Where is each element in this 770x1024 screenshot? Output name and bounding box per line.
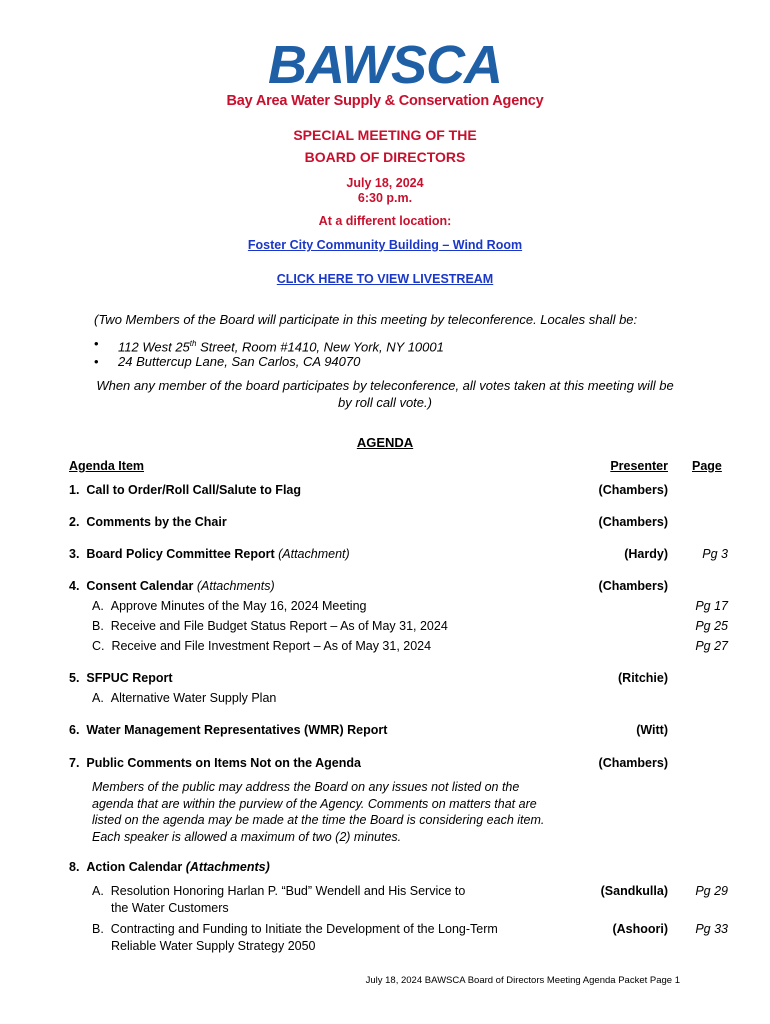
sub-item: B. Receive and File Budget Status Report – As of May 31, 2024 <box>92 619 448 633</box>
sub-item: A. Resolution Honoring Harlan P. “Bud” Wendell and His Service to <box>92 884 466 898</box>
logo-wordmark: BAWSCA <box>268 35 502 95</box>
note-line: When any member of the board participates by teleconference, all votes taken at this meeting will be <box>96 378 674 393</box>
paragraph-line: listed on the agenda may be made at the time the Board is considering each item. <box>92 813 545 827</box>
public-comment-paragraph <box>92 779 612 845</box>
agenda-heading: AGENDA <box>356 435 414 450</box>
paragraph-line: Each speaker is allowed a maximum of two (2) minutes. <box>92 829 402 844</box>
locale-text: 112 West 25 <box>118 339 190 355</box>
page-ref: Pg 3 <box>702 547 728 561</box>
page-footer: July 18, 2024 BAWSCA Board of Directors Meeting Agenda Packet Page 1 <box>365 975 680 986</box>
bullet-icon: • <box>94 354 99 369</box>
locale-sup: th <box>189 339 197 348</box>
sub-item-cont: the Water Customers <box>111 901 229 915</box>
note-line: by roll call vote.) <box>338 395 432 410</box>
teleconference-intro: (Two Members of the Board will participate in this meeting by teleconference. Locales shall be: <box>94 312 638 327</box>
livestream-link[interactable]: CLICK HERE TO VIEW LIVESTREAM <box>276 272 494 286</box>
meeting-title-line2: BOARD OF DIRECTORS <box>304 149 466 165</box>
agenda-item-3: 3. Board Policy Committee Report (Attachment) <box>69 547 350 561</box>
location-link[interactable]: Foster City Community Building – Wind Room <box>247 238 523 252</box>
sub-item: B. Contracting and Funding to Initiate the Development of the Long-Term <box>92 922 498 936</box>
agenda-item-7: 7. Public Comments on Items Not on the Agenda <box>69 756 361 770</box>
presenter: (Chambers) <box>598 515 668 529</box>
page-ref: Pg 25 <box>695 619 728 633</box>
sub-item: A. Approve Minutes of the May 16, 2024 Meeting <box>92 599 367 613</box>
page-ref: Pg 27 <box>695 639 728 653</box>
teleconference-note <box>70 377 700 411</box>
presenter: (Chambers) <box>598 483 668 497</box>
bawsca-logo <box>220 35 550 112</box>
meeting-time: 6:30 p.m. <box>357 191 413 205</box>
location-row <box>0 236 770 254</box>
agenda-item-4: 4. Consent Calendar (Attachments) <box>69 579 275 593</box>
col-agenda-item: Agenda Item <box>69 459 145 473</box>
livestream-row <box>0 270 770 288</box>
meeting-date: July 18, 2024 <box>346 176 424 190</box>
presenter: (Chambers) <box>598 579 668 593</box>
presenter: (Sandkulla) <box>600 884 668 898</box>
presenter: (Chambers) <box>598 756 668 770</box>
meeting-title-line1: SPECIAL MEETING OF THE <box>293 127 477 143</box>
page-ref: Pg 33 <box>695 922 728 936</box>
location-label: At a different location: <box>318 214 452 228</box>
locale-text-rest: Street, Room #1410, New York, NY 10001 <box>196 339 444 355</box>
logo-subtitle: Bay Area Water Supply & Conservation Agency <box>226 93 544 109</box>
page-ref: Pg 17 <box>695 599 728 613</box>
presenter: (Hardy) <box>624 547 668 561</box>
agenda-item-1: 1. Call to Order/Roll Call/Salute to Flag <box>69 483 302 497</box>
presenter: (Ashoori) <box>612 922 668 936</box>
presenter: (Ritchie) <box>618 671 668 685</box>
locale-text: 24 Buttercup Lane, San Carlos, CA 94070 <box>118 354 361 369</box>
sub-item: A. Alternative Water Supply Plan <box>92 691 277 705</box>
col-page: Page <box>692 459 722 473</box>
page-ref: Pg 29 <box>695 884 728 898</box>
bullet-icon: • <box>94 336 99 351</box>
col-presenter: Presenter <box>610 459 668 473</box>
agenda-item-2: 2. Comments by the Chair <box>69 515 227 529</box>
agenda-item-5: 5. SFPUC Report <box>69 671 173 685</box>
paragraph-line: Members of the public may address the Board on any issues not listed on the <box>92 780 520 794</box>
sub-item: C. Receive and File Investment Report – As of May 31, 2024 <box>92 639 432 653</box>
agenda-item-6: 6. Water Management Representatives (WMR) Report <box>69 723 388 737</box>
paragraph-line: agenda that are within the purview of the Agency. Comments on matters that are <box>92 796 537 811</box>
agenda-item-8: 8. Action Calendar (Attachments) <box>69 860 270 874</box>
sub-item-cont: Reliable Water Supply Strategy 2050 <box>111 939 316 953</box>
presenter: (Witt) <box>636 723 668 737</box>
